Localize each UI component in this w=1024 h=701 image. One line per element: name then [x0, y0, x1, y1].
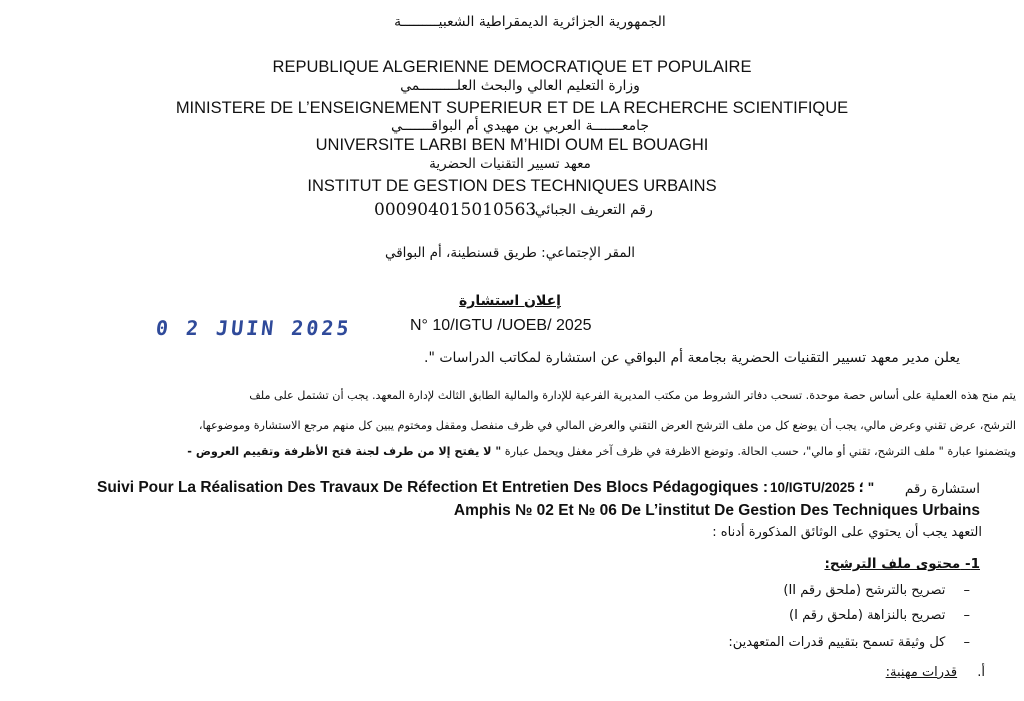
- tax-id-label: رقم التعريف الجبائي:: [530, 202, 653, 218]
- list-item: [640, 635, 970, 650]
- paragraph-line-2: الترشح، عرض تقني وعرض مالي، يجب أن يوضع كل من ملف الترشح العرض التقني والعرض المالي في ظرف منفصل ومقفل ومختوم يبين كل منهم مرجع الاستشارة وموضوعها،: [198, 419, 1016, 432]
- list-item-text: تصريح بالترشح (ملحق رقم II): [783, 583, 946, 598]
- subsection-title: قدرات مهنية:: [885, 665, 958, 680]
- ministry-ar: وزارة التعليم العالي والبحث العلـــــــــمي: [400, 78, 640, 94]
- date-stamp: 0 2 JUIN 2025: [154, 316, 353, 340]
- institute-ar: معهد تسيير التقنيات الحضرية: [429, 156, 591, 172]
- section-1-number: 1-: [964, 556, 980, 572]
- university-ar: جامعـــــــة العربي بن مهيدي أم البواقـــــــي: [390, 118, 649, 134]
- consultation-number: 10/IGTU/2025 ؛ ": [770, 480, 875, 495]
- address: المقر الإجتماعي: طريق قسنطينة، أم البواقي: [384, 245, 636, 261]
- institute-fr: INSTITUT DE GESTION DES TECHNIQUES URBAINS: [307, 177, 717, 195]
- ministry-fr: MINISTERE DE L’ENSEIGNEMENT SUPERIEUR ET DE LA RECHERCHE SCIENTIFIQUE: [175, 99, 849, 117]
- subject-line-2: Amphis № 02 Et № 06 De L’institut De Gestion Des Techniques Urbains: [453, 502, 980, 519]
- university-fr: UNIVERSITE LARBI BEN M’HIDI OUM EL BOUAGHI: [315, 136, 709, 154]
- notice-title: إعلان استشارة: [459, 293, 561, 309]
- republic-fr: REPUBLIQUE ALGERIENNE DEMOCRATIQUE ET POPULAIRE: [272, 58, 752, 76]
- consultation-label: استشارة رقم: [904, 481, 980, 497]
- notice-intro: يعلن مدير معهد تسيير التقنيات الحضرية بجامعة أم البواقي عن استشارة لمكاتب الدراسات ".: [424, 350, 960, 366]
- subsection-a: [800, 665, 985, 680]
- subsection-letter: أ.: [977, 665, 985, 680]
- section-1-label: محتوى ملف الترشح:: [824, 556, 961, 572]
- paragraph-line-3-emphasis: " لا يفتح إلا من طرف لجنة فتح الأظرفة وتقييم العروض -: [187, 445, 502, 458]
- subject-line-1: Suivi Pour La Réalisation Des Travaux De Réfection Et Entretien Des Blocs Pédagogiques :: [97, 479, 768, 496]
- section-1-title: [780, 556, 980, 572]
- notice-number: N° 10/IGTU /UOEB/ 2025: [410, 317, 592, 334]
- tax-id-value: 000904015010563: [374, 200, 537, 220]
- list-item: [640, 583, 970, 598]
- list-item-dash: –: [963, 608, 970, 623]
- list-item-text: تصريح بالنزاهة (ملحق رقم I): [789, 608, 946, 623]
- paragraph-line-3: [66, 445, 1016, 458]
- republic-ar: الجمهورية الجزائرية الديمقراطية الشعبيـــــــــة: [394, 14, 666, 30]
- pledge-text: التعهد يجب أن يحتوي على الوثائق المذكورة أدناه :: [712, 525, 982, 540]
- list-item-dash: –: [963, 583, 970, 598]
- list-item: [640, 608, 970, 623]
- list-item-text: كل وثيقة تسمح بتقييم قدرات المتعهدين:: [728, 635, 946, 650]
- list-item-dash: –: [963, 635, 970, 650]
- paragraph-line-1: يتم منح هذه العملية على أساس حصة موحدة. تسحب دفاتر الشروط من مكتب المديرية الفرعية للإدارة والمالية الطابق الثالث لإدارة المعهد. يجب أن تشتمل على ملف: [249, 389, 1016, 402]
- paragraph-line-3-text: ويتضمنوا عبارة " ملف الترشح، تقني أو مالي"، حسب الحالة. وتوضع الاظرفة في ظرف آخر مغفل ويحمل عبارة: [501, 445, 1016, 458]
